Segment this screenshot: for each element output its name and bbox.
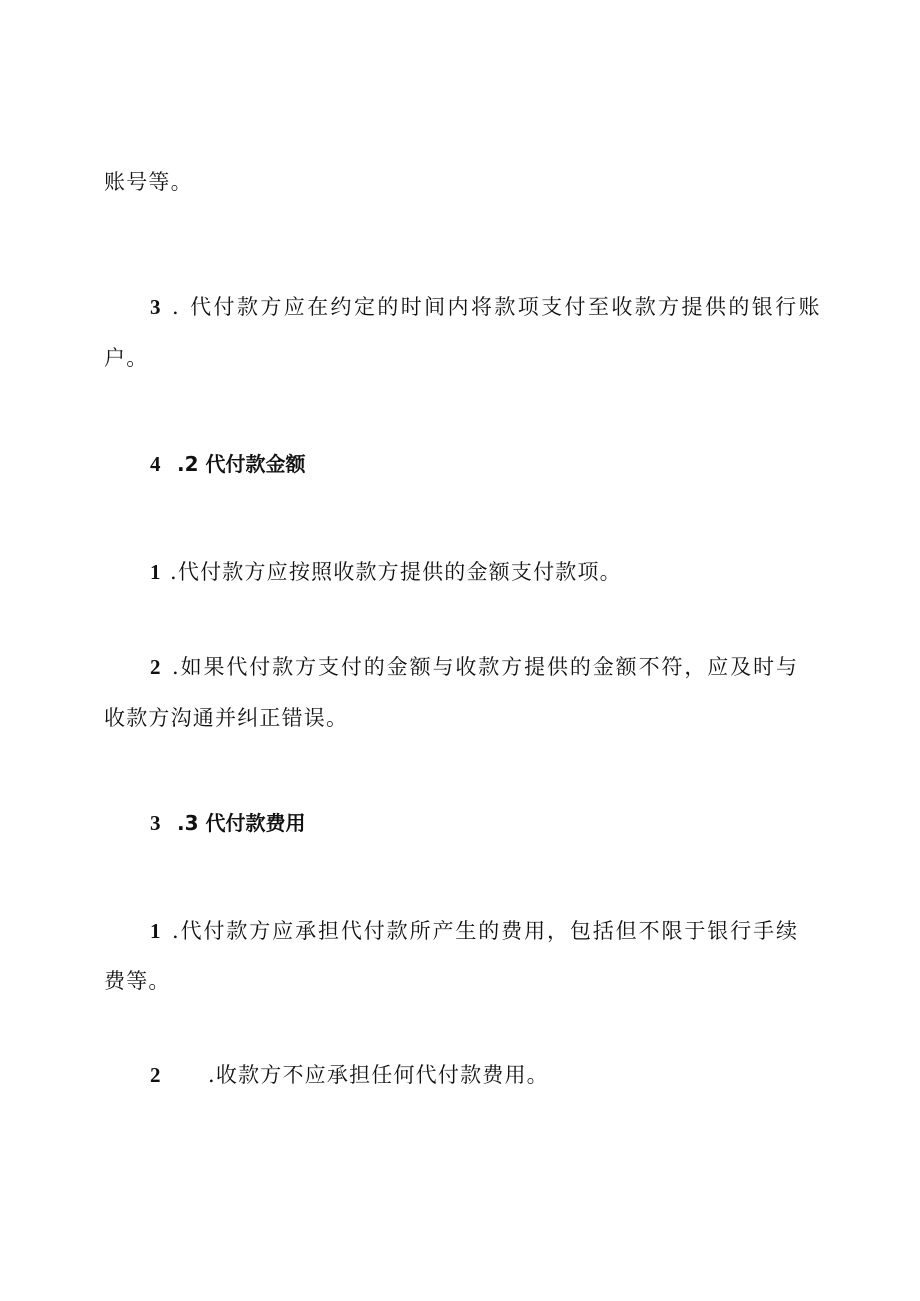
- heading-number: 3: [150, 811, 161, 835]
- list-number: 1: [150, 919, 161, 943]
- paragraph-text: 收款方沟通并纠正错误。: [104, 706, 349, 730]
- list-number: 1: [150, 560, 161, 584]
- paragraph-text: 费等。: [104, 969, 171, 993]
- heading-text: .3 代付款费用: [177, 811, 306, 835]
- paragraph-text: 账号等。: [104, 170, 193, 194]
- heading-text: .2 代付款金额: [177, 452, 306, 476]
- paragraph-text: .代付款方应按照收款方提供的金额支付款项。: [170, 560, 622, 584]
- heading-number: 4: [150, 452, 161, 476]
- paragraph-text: .收款方不应承担任何代付款费用。: [208, 1063, 549, 1087]
- paragraph-text: .如果代付款方支付的金额与收款方提供的金额不符，应及时与: [172, 655, 799, 679]
- paragraph-text: 户。: [104, 346, 149, 370]
- paragraph-text: . 代付款方应在约定的时间内将款项支付至收款方提供的银行账: [172, 295, 822, 319]
- list-number: 3: [150, 295, 161, 319]
- paragraph-text: .代付款方应承担代付款所产生的费用，包括但不限于银行手续: [172, 919, 799, 943]
- list-number: 2: [150, 655, 161, 679]
- list-number: 2: [150, 1063, 161, 1087]
